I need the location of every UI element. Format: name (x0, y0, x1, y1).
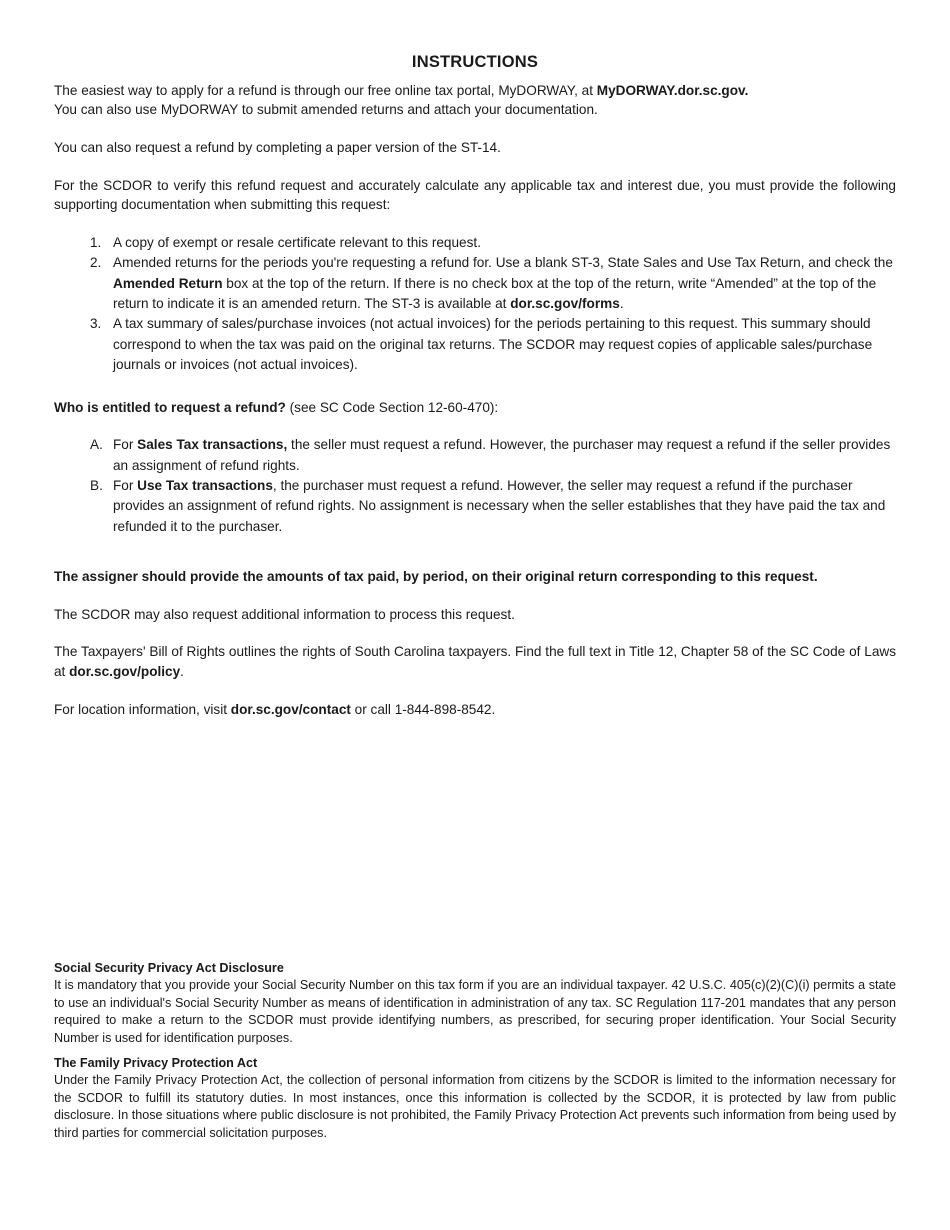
list-item-text: A tax summary of sales/purchase invoices (not actual invoices) for the periods pertaining to this request. This summary should correspond to when the tax was paid on the original tax returns. The SCDOR may request copies of applicable sales/purchase journals or invoices (not actual invoices). (113, 316, 873, 373)
entitled-heading-bold: Who is entitled to request a refund? (54, 399, 286, 415)
list-item-text-part1: For (113, 478, 138, 494)
list-marker: A. (90, 437, 103, 453)
list-marker: 2. (90, 255, 102, 271)
list-item-text-part2: the seller must request a refund. However, the purchaser may request a refund if the seller provides an assignment of refund rights. (113, 437, 891, 473)
location-text-b: or call 1-844-898-8542. (350, 701, 496, 717)
documentation-list (54, 233, 896, 376)
family-privacy-disclosure-heading: The Family Privacy Protection Act (54, 1056, 258, 1070)
bill-of-rights-paragraph (54, 642, 896, 681)
spacer (54, 376, 896, 398)
verify-paragraph: For the SCDOR to verify this refund request and accurately calculate any applicable tax and interest due, you must provide the following supporting documentation when submitting this request: (54, 177, 896, 213)
spacer (54, 682, 896, 700)
list-item-text-part1: Amended returns for the periods you're requesting a refund for. Use a blank ST-3, State Sales and Use Tax Return, and check the (113, 255, 893, 271)
spacer (54, 73, 896, 81)
mydorway-url: MyDORWAY.dor.sc.gov. (596, 82, 749, 98)
bill-of-rights-text-a: The Taxpayers' Bill of Rights outlines the rights of South Carolina taxpayers. Find the full text in Title 12, Chapter 58 of the SC Code of Laws at (54, 644, 896, 680)
bill-of-rights-text-b: . (180, 664, 184, 680)
list-item-text-part2: box at the top of the return. If there is no check box at the top of the return, write “Amended” at the top of the return to indicate it is an amended return. The ST-3 is available at (113, 275, 877, 311)
intro-paragraph (54, 81, 896, 120)
entitled-list (54, 435, 896, 537)
family-privacy-disclosure-text: Under the Family Privacy Protection Act, the collection of personal information from citizens by the SCDOR is limited to the information necessary for the SCDOR to fulfill its statutory duties. In most instances, once this information is collected by the SCDOR, it is protected by law from public disclosure. In those situations where public disclosure is not prohibited, the Family Privacy Protection Act prevents such information from being used by third parties for commercial solicitation purposes. (54, 1073, 896, 1140)
intro-line1-text: The easiest way to apply for a refund is through our free online tax portal, MyDORWAY, at (54, 82, 597, 98)
list-item-text: A copy of exempt or resale certificate relevant to this request. (113, 234, 481, 250)
social-security-disclosure-heading: Social Security Privacy Act Disclosure (54, 961, 284, 975)
location-paragraph (54, 700, 896, 720)
social-security-disclosure-text: It is mandatory that you provide your Social Security Number on this tax form if you are an individual taxpayer. 42 U.S.C. 405(c)(2)(C)(i) permits a state to use an individual's Social Security Number as means of identification in administration of any tax. SC Regulation 117-201 mandates that any person required to make a return to the SCDOR must provide identifying numbers, as prescribed, for securing proper identification. Your Social Security Number is used for identification purposes. (54, 978, 896, 1045)
entitled-heading (54, 398, 896, 418)
social-security-disclosure (54, 960, 896, 1047)
spacer (54, 624, 896, 642)
entitled-heading-rest: (see SC Code Section 12-60-470): (285, 399, 499, 415)
use-tax-transactions-label: Use Tax transactions (137, 478, 273, 494)
list-marker: 3. (90, 316, 102, 332)
list-item (54, 476, 896, 537)
list-item-text-part2: , the purchaser must request a refund. However, the seller may request a refund if the purchaser provides an assignment of refund rights. No assignment is necessary when the seller establishes that they have paid the tax and refunded it to the purchaser. (113, 478, 886, 534)
location-text-a: For location information, visit (54, 701, 231, 717)
family-privacy-disclosure (54, 1055, 896, 1142)
spacer (54, 537, 896, 567)
list-marker: 1. (90, 234, 102, 250)
additional-info-paragraph: The SCDOR may also request additional information to process this request. (54, 606, 515, 622)
dor-contact-url: dor.sc.gov/contact (230, 701, 351, 717)
spacer (54, 120, 896, 138)
list-item (54, 233, 896, 253)
list-marker: B. (90, 478, 103, 494)
spacer (54, 417, 896, 435)
amended-return-label: Amended Return (113, 275, 223, 291)
list-item (54, 435, 896, 476)
list-item-text-part3: . (619, 295, 624, 311)
sales-tax-transactions-label: Sales Tax transactions, (137, 437, 288, 453)
paper-version-paragraph: You can also request a refund by completing a paper version of the ST-14. (54, 139, 501, 155)
assigner-paragraph: The assigner should provide the amounts of tax paid, by period, on their original return corresponding to this request. (54, 569, 818, 585)
intro-line2-text: You can also use MyDORWAY to submit amended returns and attach your documentation. (54, 102, 598, 118)
dor-forms-url: dor.sc.gov/forms (510, 295, 620, 311)
dor-policy-url: dor.sc.gov/policy (69, 664, 181, 680)
spacer (54, 215, 896, 233)
list-item-text-part1: For (113, 437, 138, 453)
spacer (54, 158, 896, 176)
page-title: INSTRUCTIONS (411, 53, 539, 71)
list-item (54, 253, 896, 314)
list-item (54, 314, 896, 375)
spacer (54, 587, 896, 605)
